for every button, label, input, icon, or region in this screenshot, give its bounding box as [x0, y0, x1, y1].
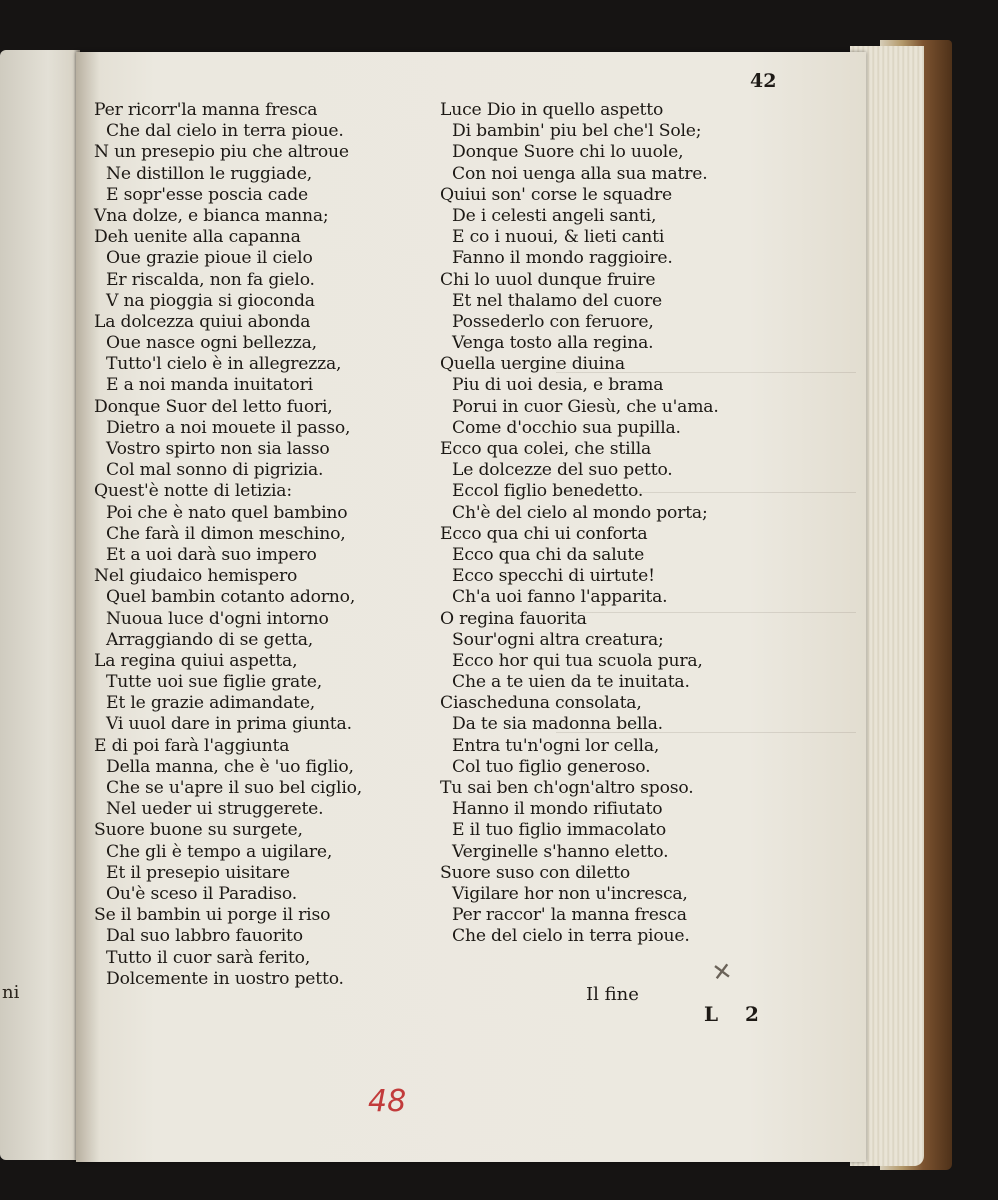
verse-line: Suore buone su surgete,	[94, 820, 303, 841]
verse-line: Ecco hor qui tua scuola pura,	[452, 650, 703, 671]
verse-line: Et nel thalamo del cuore	[452, 290, 662, 311]
verse-line: Chi lo uuol dunque fruire	[440, 269, 656, 290]
verse-line: V na pioggia si gioconda	[106, 290, 315, 311]
verse-line: Per ricorr'la manna fresca	[94, 100, 318, 120]
verse-line: Che farà il dimon meschino,	[106, 523, 346, 544]
verse-line: E il tuo figlio immacolato	[452, 820, 667, 841]
book-page	[76, 52, 866, 1162]
verse-line: Et a uoi darà suo impero	[106, 544, 317, 565]
verse-line: Donque Suore chi lo uuole,	[452, 142, 684, 163]
verse-line: Piu di uoi desia, e brama	[452, 375, 664, 396]
verse-line: Ou'è sceso il Paradiso.	[106, 883, 297, 904]
verse-line: Che gli è tempo a uigilare,	[106, 841, 333, 862]
verse-line: O regina fauorita	[440, 608, 587, 629]
verse-line: Dal suo labbro fauorito	[106, 926, 303, 947]
verse-line: Con noi uenga alla sua matre.	[452, 163, 708, 184]
verse-line: E di poi farà l'aggiunta	[94, 735, 290, 756]
verse-line: Et le grazie adimandate,	[106, 693, 316, 714]
previous-page-edge	[0, 50, 80, 1160]
verse-line: Porui in cuor Giesù, che u'ama.	[452, 396, 719, 417]
gathering-signature: L 2	[704, 1002, 769, 1026]
verse-line: Ne distillon le ruggiade,	[106, 163, 313, 184]
verse-line: Er riscalda, non fa gielo.	[106, 269, 315, 290]
verse-line: Ch'è del cielo al mondo porta;	[452, 502, 708, 523]
verse-line: Di bambin' piu bel che'l Sole;	[452, 121, 702, 142]
verse-line: Verginelle s'hanno eletto.	[452, 841, 669, 862]
verse-line: Che dal cielo in terra pioue.	[106, 121, 344, 142]
verse-line: Dietro a noi mouete il passo,	[106, 417, 351, 438]
verse-line: Se il bambin ui porge il riso	[94, 905, 331, 926]
verse-line: Col tuo figlio generoso.	[452, 756, 651, 777]
verse-line: Tutto'l cielo è in allegrezza,	[106, 354, 342, 375]
verse-line: Tu sai ben ch'ogn'altro sposo.	[440, 778, 694, 798]
verse-line: Quella uergine diuina	[440, 354, 625, 375]
verse-line: Vi uuol dare in prima giunta.	[106, 714, 352, 735]
verse-line: Ecco specchi di uirtute!	[452, 566, 655, 587]
verse-line: Quiui son' corse le squadre	[440, 184, 673, 205]
handwritten-folio-number: 48	[368, 1084, 407, 1119]
verse-line: E a noi manda inuitatori	[106, 375, 313, 396]
verse-line: Della manna, che è 'uo figlio,	[106, 756, 354, 777]
verse-line: Per raccor' la manna fresca	[452, 905, 687, 926]
verse-line: Donque Suor del letto fuori,	[94, 396, 333, 417]
pencil-cross-mark: ✕	[710, 956, 734, 988]
verse-line: Eccol figlio benedetto.	[452, 481, 644, 502]
verse-line: Da te sia madonna bella.	[452, 714, 663, 735]
finis-text: Il fine	[586, 984, 639, 1005]
verse-line: Che a te uien da te inuitata.	[452, 672, 690, 693]
verse-line: Venga tosto alla regina.	[452, 333, 654, 354]
verse-line: Nuoua luce d'ogni intorno	[106, 608, 329, 629]
poem-column-right	[440, 100, 780, 948]
verse-line: Col mal sonno di pigrizia.	[106, 460, 324, 481]
verse-line: Tutte uoi sue figlie grate,	[106, 672, 322, 693]
verse-line: Deh uenite alla capanna	[94, 227, 301, 248]
previous-page-text-fragment: ni	[2, 982, 20, 1003]
verse-line: Ch'a uoi fanno l'apparita.	[452, 587, 668, 608]
verse-line: E sopr'esse poscia cade	[106, 184, 309, 205]
verse-line: Vna dolze, e bianca manna;	[94, 205, 329, 226]
page-number: 42	[750, 70, 777, 92]
verse-line: Le dolcezze del suo petto.	[452, 460, 673, 481]
verse-line: Quest'è notte di letizia:	[94, 481, 292, 502]
verse-line: N un presepio piu che altroue	[94, 142, 349, 163]
verse-line: Et il presepio uisitare	[106, 862, 290, 883]
verse-line: Poi che è nato quel bambino	[106, 502, 348, 523]
verse-line: Oue grazie pioue il cielo	[106, 248, 313, 269]
verse-line: Ecco qua colei, che stilla	[440, 439, 652, 459]
verse-line: Che del cielo in terra pioue.	[452, 926, 690, 947]
verse-line: Vostro spirto non sia lasso	[106, 439, 330, 459]
verse-line: Vigilare hor non u'incresca,	[452, 883, 688, 904]
verse-line: Suore suso con diletto	[440, 862, 631, 883]
verse-line: Arraggiando di se getta,	[106, 629, 314, 650]
verse-line: Luce Dio in quello aspetto	[440, 100, 664, 120]
verse-line: E co i nuoui, & lieti canti	[452, 227, 665, 248]
verse-line: Ecco qua chi ui conforta	[440, 523, 648, 544]
verse-line: La dolcezza quiui abonda	[94, 311, 311, 332]
verse-line: Ecco qua chi da salute	[452, 544, 645, 565]
verse-line: Che se u'apre il suo bel ciglio,	[106, 778, 363, 798]
verse-line: Tutto il cuor sarà ferito,	[106, 947, 311, 968]
verse-line: Dolcemente in uostro petto.	[106, 968, 344, 989]
verse-line: Ciascheduna consolata,	[440, 693, 642, 714]
verse-line: Nel ueder ui struggerete.	[106, 799, 324, 820]
verse-line: De i celesti angeli santi,	[452, 205, 657, 226]
verse-line: Sour'ogni altra creatura;	[452, 629, 664, 650]
verse-line: Hanno il mondo rifiutato	[452, 799, 663, 820]
verse-line: Entra tu'n'ogni lor cella,	[452, 735, 660, 756]
poem-column-left	[94, 100, 434, 990]
verse-line: Come d'occhio sua pupilla.	[452, 417, 681, 438]
verse-line: Quel bambin cotanto adorno,	[106, 587, 356, 608]
verse-line: Fanno il mondo raggioire.	[452, 248, 673, 269]
verse-line: Possederlo con feruore,	[452, 311, 654, 332]
verse-line: Nel giudaico hemispero	[94, 566, 298, 587]
verse-line: La regina quiui aspetta,	[94, 650, 298, 671]
verse-line: Oue nasce ogni bellezza,	[106, 333, 317, 354]
